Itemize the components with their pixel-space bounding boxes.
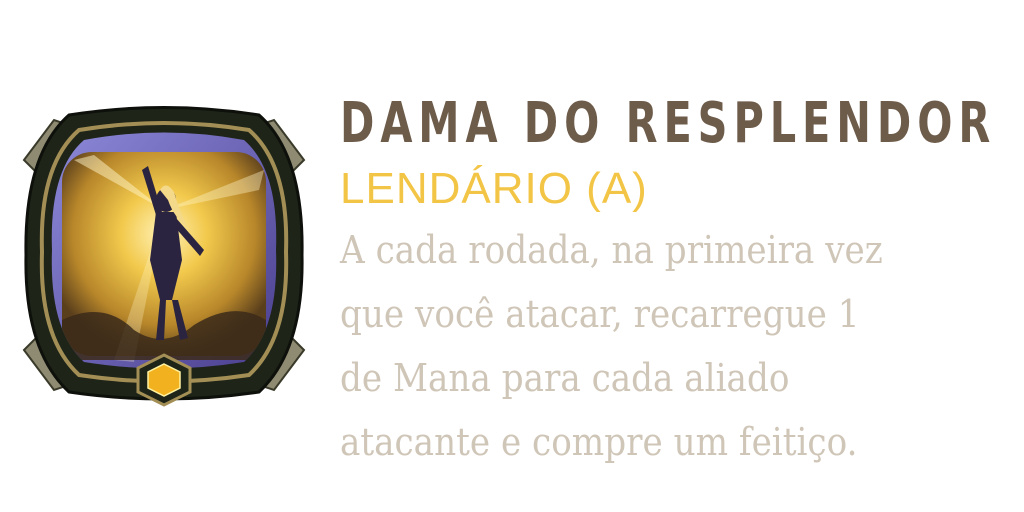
portrait-frame — [14, 100, 314, 410]
card-description — [340, 218, 1010, 474]
card-info — [340, 84, 1010, 474]
description-line: A cada rodada, na primeira vez — [340, 228, 883, 272]
description-line: atacante e compre um feitiço. — [340, 420, 858, 464]
hexagon-gem-icon — [138, 355, 190, 405]
card-name: DAMA DO RESPLENDOR — [340, 91, 997, 156]
champion-portrait-icon — [14, 100, 314, 410]
description-line: de Mana para cada aliado — [340, 356, 790, 400]
card-rarity: LENDÁRIO (A) — [340, 164, 648, 213]
description-line: que você atacar, recarregue 1 — [340, 292, 860, 336]
